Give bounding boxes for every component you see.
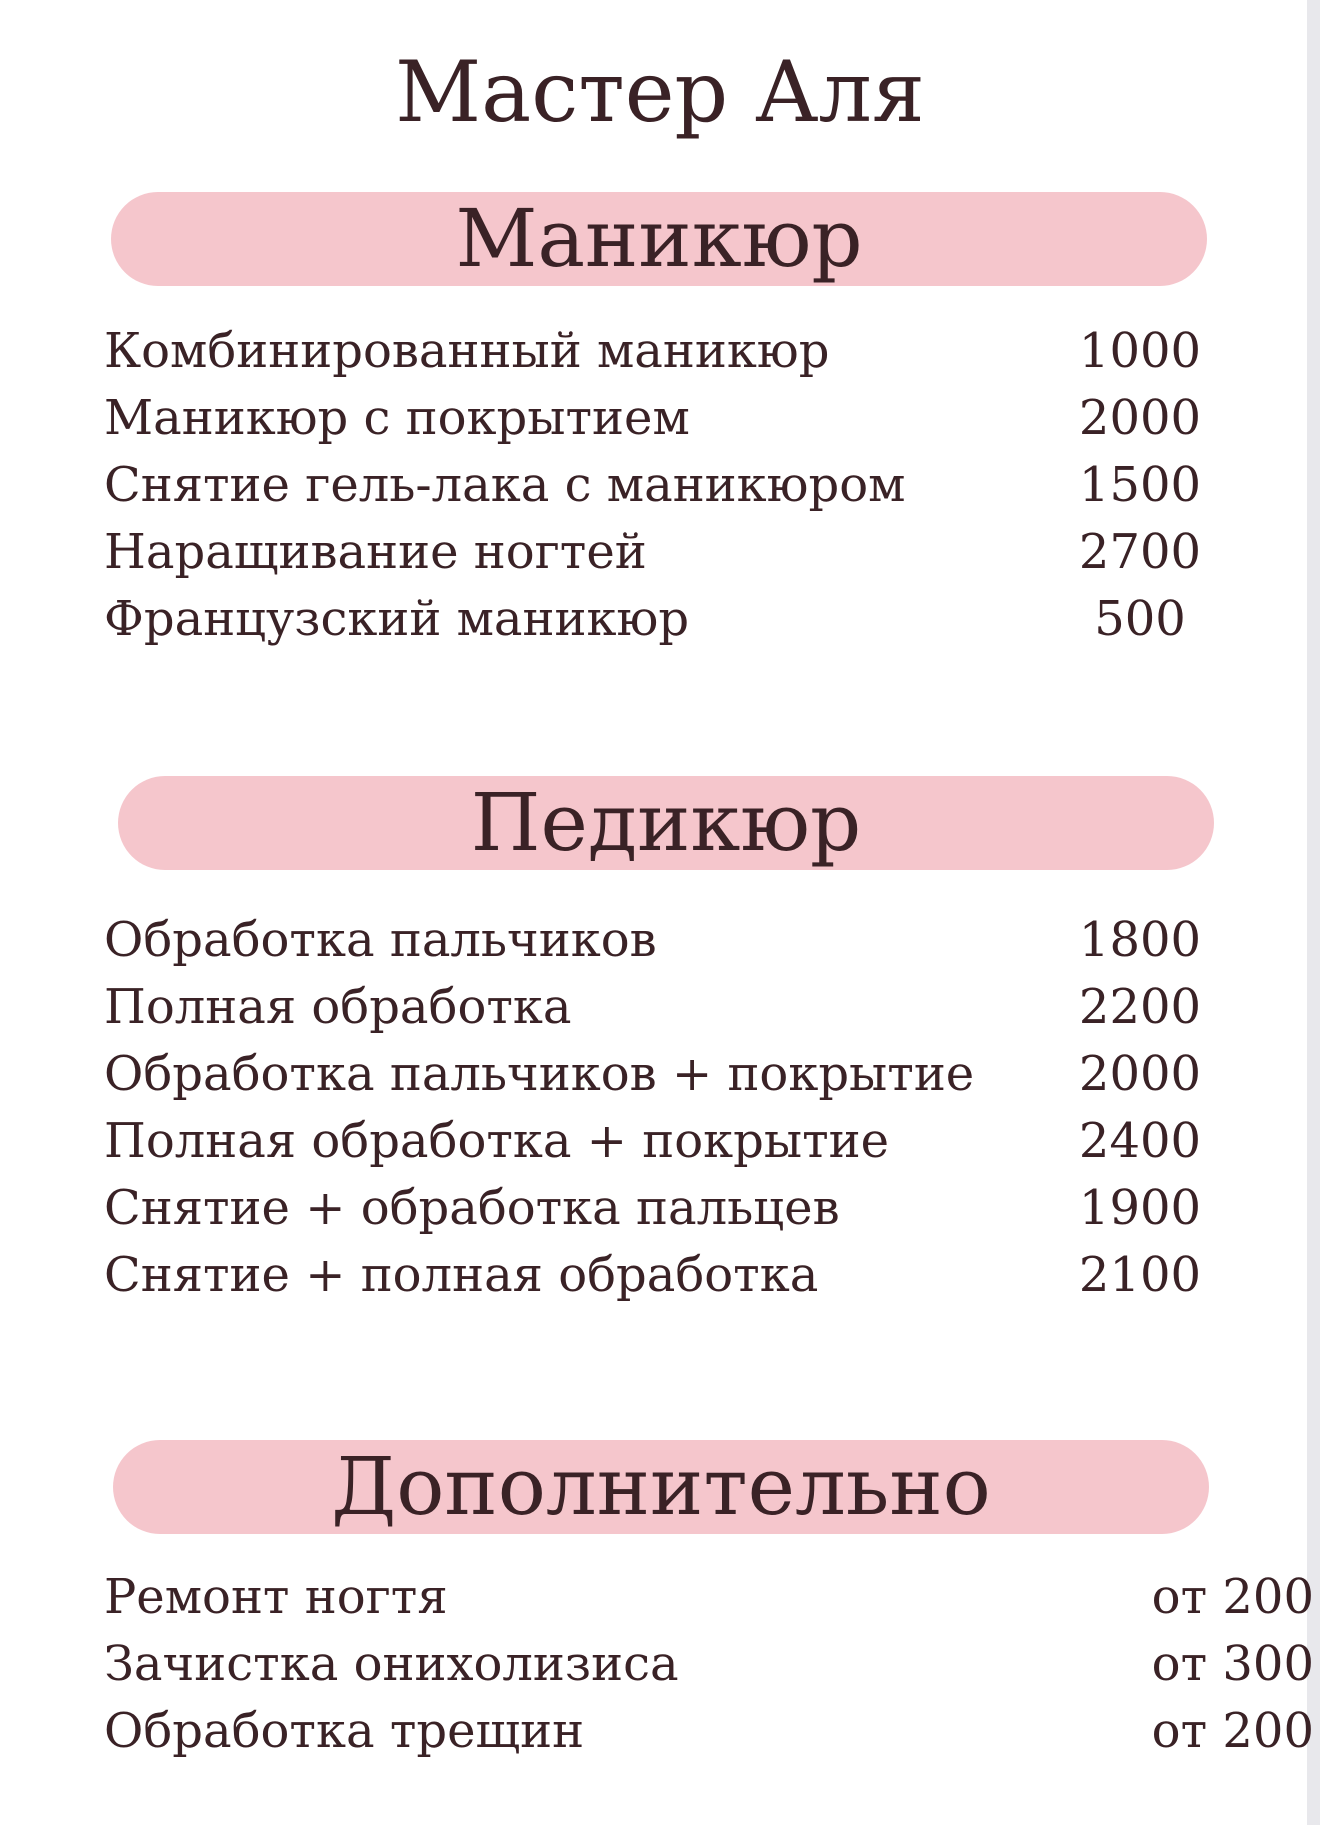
service-name: Наращивание ногтей <box>104 524 647 580</box>
service-name: Зачистка онихолизиса <box>104 1636 679 1692</box>
page-title: Мастер Аля <box>395 43 925 141</box>
service-price: 2200 <box>1078 979 1202 1035</box>
service-name: Французский маникюр <box>104 591 690 647</box>
section-banner-extra <box>113 1440 1209 1534</box>
service-price: 500 <box>1094 591 1186 647</box>
service-name: Ремонт ногтя <box>104 1569 448 1625</box>
service-name: Маникюр с покрытием <box>104 390 690 446</box>
service-name: Комбинированный маникюр <box>104 323 830 379</box>
service-price: 2100 <box>1078 1247 1202 1303</box>
service-price: от 200 <box>1151 1569 1314 1625</box>
service-price: от 200 <box>1151 1703 1314 1759</box>
service-name: Снятие + полная обработка <box>104 1247 819 1303</box>
section-heading-manicure: Маникюр <box>455 192 863 285</box>
section-heading-pedicure: Педикюр <box>470 776 862 869</box>
service-price: 1500 <box>1078 457 1202 513</box>
service-price: 2700 <box>1078 524 1202 580</box>
service-price: 2400 <box>1078 1113 1202 1169</box>
service-name: Обработка трещин <box>104 1703 585 1759</box>
service-price: 2000 <box>1078 1046 1202 1102</box>
service-price: 2000 <box>1078 390 1202 446</box>
service-name: Полная обработка <box>104 979 572 1035</box>
service-name: Снятие + обработка пальцев <box>104 1180 840 1236</box>
service-price: от 300 <box>1151 1636 1314 1692</box>
section-banner-pedicure <box>118 776 1214 870</box>
service-name: Снятие гель-лака с маникюром <box>104 457 906 513</box>
service-name: Полная обработка + покрытие <box>104 1113 890 1169</box>
section-heading-extra: Дополнительно <box>331 1440 991 1533</box>
service-price: 1000 <box>1078 323 1202 379</box>
service-name: Обработка пальчиков + покрытие <box>104 1046 975 1102</box>
service-price: 1900 <box>1078 1180 1202 1236</box>
service-name: Обработка пальчиков <box>104 912 657 968</box>
service-price: 1800 <box>1078 912 1202 968</box>
section-banner-manicure <box>111 192 1207 286</box>
page-right-edge <box>1307 0 1320 1825</box>
